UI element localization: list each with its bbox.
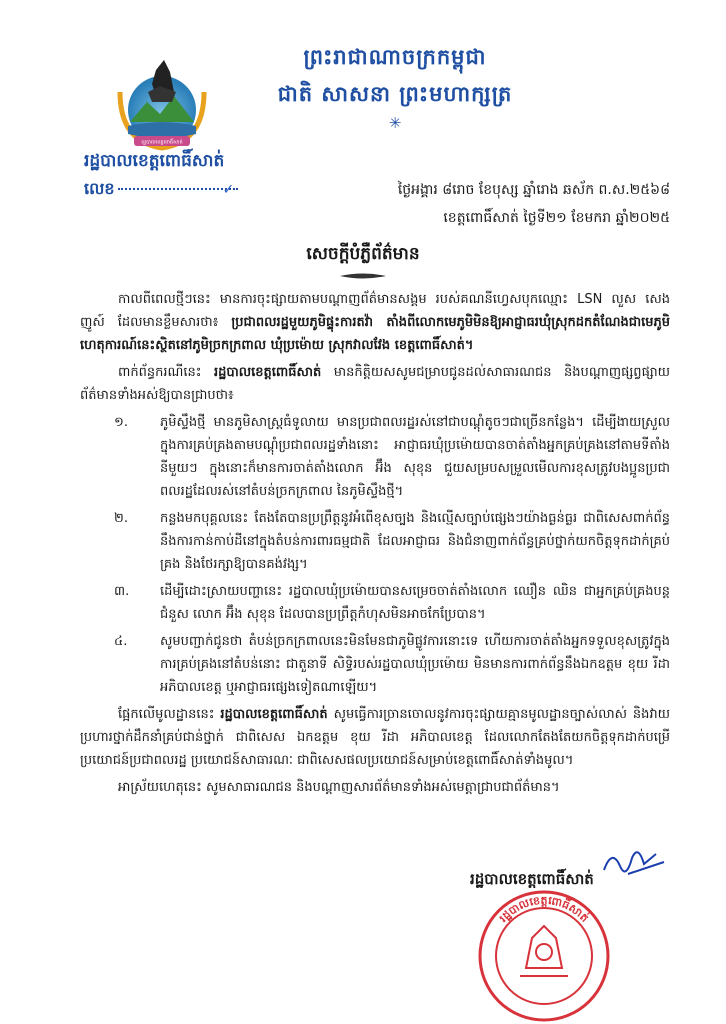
rejection-issuer: រដ្ឋបាលខេត្តពោធិ៍សាត់ (220, 707, 328, 722)
reference-label: លេខ (84, 179, 115, 198)
list-item-number: ៤. (114, 634, 128, 649)
official-seal (476, 888, 612, 1024)
rejection-text-c: សូមធ្វើការច្រានចោលនូវការចុះផ្សាយគ្មានមូលដ្ឋានច្បាស់លាស់ និងវាយប្រហារថ្នាក់ដឹកនាំគ្រប់ជាន់ថ្នាក់ ជាពិសេស ឯកឧត្តម ខុយ រីដា អភិបាលខេត្ត ដែលលោកតែងតែយកចិត្តទុកដាក់បម្រើប្រយោជន៍ប្រជាពលរដ្ឋ ប្រយោជន៍សាធារណៈ ជាពិសេសផលប្រយោជន៍សម្រាប់ខេត្តពោធិ៍សាត់ទាំងមូល។ (80, 707, 670, 768)
list-item (80, 411, 670, 503)
title-ornament-icon (338, 272, 388, 280)
list-item-number: ១. (114, 415, 128, 430)
signatory-title: រដ្ឋបាលខេត្តពោធិ៍សាត់ (470, 870, 594, 888)
solar-date: ខេត្តពោធិ៍សាត់ ថ្ងៃទី២១ ខែមករា ឆ្នាំ២០២៥ (443, 210, 670, 226)
list-item-text: ភូមិស្ទឹងថ្មី មានភូមិសាស្ត្រធំទូលាយ មានប្រជាពលរដ្ឋរស់នៅជាបណ្តុំតូចៗជាច្រើនកន្លែង។ ដើម្បីងាយស្រួលក្នុងការគ្រប់គ្រងតាមបណ្តុំប្រជាពលរដ្ឋទាំងនោះ អាជ្ញាធរឃុំប្រម៉ោយបានចាត់តាំងអ្នកគ្រប់គ្រងនៅតាមទីតាំងនីមួយៗ ក្នុងនោះក៏មានការចាត់តាំងលោក អ៊ឹង សុខុន ជួយសម្របសម្រួលមើលការខុសត្រូវបងប្អូនប្រជាពលរដ្ឋដែលរស់នៅតំបន់ច្រកក្រពាល នៃភូមិស្ទឹងថ្មី។ (160, 415, 670, 499)
list-item-number: ២. (114, 511, 128, 526)
rejection-paragraph (80, 703, 670, 772)
provincial-logo (112, 52, 212, 152)
lunar-date: ថ្ងៃអង្គារ ៨រោច ខែបុស្ស ឆ្នាំរោង ឆស័ក ព.ស.២៥៦៨ (397, 182, 670, 198)
list-item (80, 507, 670, 576)
list-item (80, 630, 670, 699)
document-body (80, 288, 670, 803)
closing-paragraph: អាស្រ័យហេតុនេះ សូមសាធារណជន និងបណ្តាញសារព័ត៌មានទាំងអស់មេត្តាជ្រាបជាព័ត៌មាន។ (118, 780, 560, 795)
kingdom-header (250, 44, 540, 132)
list-item-number: ៣. (114, 584, 130, 599)
kingdom-title: ព្រះរាជាណាចក្រកម្ពុជា (303, 45, 487, 69)
context-issuer: រដ្ឋបាលខេត្តពោធិ៍សាត់ (213, 365, 322, 380)
context-text-c: មានកិត្តិយសសូមជម្រាបជូនដល់សាធារណជន និងបណ្តាញផ្សព្វផ្សាយព័ត៌មានទាំងអស់ឱ្យបានជ្រាបថា៖ (80, 365, 671, 403)
intro-text: កាលពីពេលថ្មីៗនេះ មានការចុះផ្សាយតាមបណ្តាញព័ត៌មានសង្គម របស់គណនីហ្វេសបុកឈ្មោះ LSN លួស សេង ញូស៍ ដែលមានខ្លឹមសារថា៖ (80, 292, 670, 330)
handwritten-signature (598, 840, 668, 890)
issuer-name: រដ្ឋបាលខេត្តពោធិ៍សាត់ (84, 151, 225, 171)
reference-dots (118, 182, 238, 198)
check-mark-icon: ✓ (222, 182, 235, 198)
list-item-text: ដើម្បីដោះស្រាយបញ្ហានេះ រដ្ឋបាលឃុំប្រម៉ោយបានសម្រេចចាត់តាំងលោក ឈឿន ឈិន ជាអ្នកគ្រប់គ្រងបន្ត ជំនួស លោក អ៊ឹង សុខុន ដែលបានប្រព្រឹត្តកំហុសមិនអាចកែប្រែបាន។ (160, 584, 670, 622)
intro-paragraph (80, 288, 670, 357)
intro-quote: ប្រជាពលរដ្ឋមួយភូមិផ្ទុះការតវ៉ា តាំងពីលោកមេភូមិមិនឱ្យអាជ្ញាធរឃុំស្រុកដកតំណែងជាមេភូមិ ហេតុការណ៍នេះស្ថិតនៅភូមិច្រកក្រពាល ឃុំប្រម៉ោយ ស្រុកវាលវែង ខេត្តពោធិ៍សាត់។ (80, 315, 670, 353)
seal-text: រដ្ឋបាលខេត្តពោធិ៍សាត់ (496, 893, 592, 925)
reference-number (84, 178, 238, 202)
list-item (80, 580, 670, 626)
list-item-text: កន្លងមកបុគ្គលនេះ តែងតែបានប្រព្រឹត្តនូវអំពើខុសច្បង និងល្មើសច្បាប់ផ្សេងៗយ៉ាងធ្ងន់ធ្ងរ ជាពិសេសពាក់ព័ន្ធនឹងការកាន់កាប់ដីនៅក្នុងតំបន់ការពារធម្មជាតិ ដែលអាជ្ញាធរ និងជំនាញពាក់ព័ន្ធគ្រប់ថ្នាក់យកចិត្តទុកដាក់គ្រប់គ្រង និងថែរក្សាឱ្យបានគង់វង្ស។ (160, 511, 670, 572)
list-item-text: សូមបញ្ជាក់ជូនថា តំបន់ច្រកក្រពាលនេះមិនមែនជាភូមិផ្លូវការនោះទេ ហើយការចាត់តាំងអ្នកទទួលខុសត្រូវក្នុងការគ្រប់គ្រងនៅតំបន់នោះ ជាតួនាទី សិទ្ធិរបស់រដ្ឋបាលឃុំប្រម៉ោយ មិនមានការពាក់ព័ន្ធនឹងឯកឧត្តម ខុយ រីដា អភិបាលខេត្ត ឬអាជ្ញាធរផ្សេងទៀតណាឡើយ។ (160, 634, 670, 695)
header-ornament: ✳ (388, 114, 402, 132)
context-text-a: ពាក់ព័ន្ធករណីនេះ (118, 365, 214, 380)
logo-banner-text: រដ្ឋបាលខេត្តពោធិ៍សាត់ (141, 139, 183, 146)
document-title: សេចក្ដីបំភ្លឺព័ត៌មាន (306, 244, 420, 264)
rejection-text-a: ផ្អែកលើមូលដ្ឋាននេះ (118, 707, 221, 722)
context-paragraph (80, 361, 670, 407)
kingdom-motto: ជាតិ សាសនា ព្រះមហាក្សត្រ (277, 82, 513, 106)
